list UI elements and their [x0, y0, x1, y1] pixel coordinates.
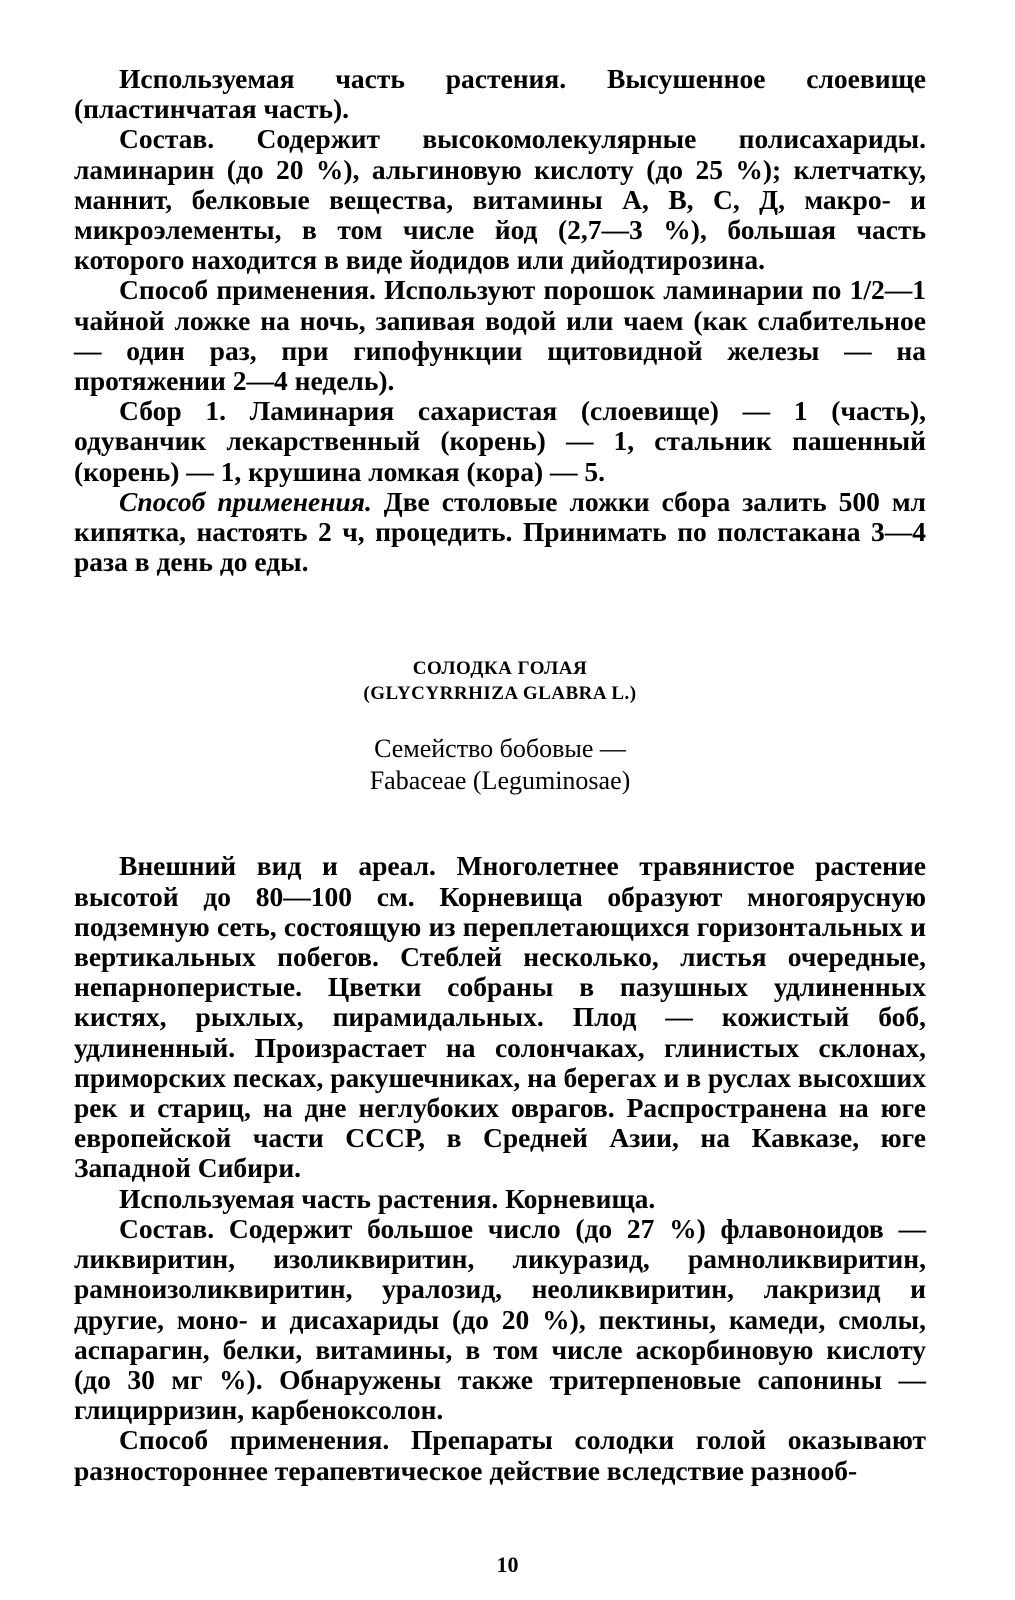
- heading-usage: Способ применения.: [119, 274, 376, 306]
- family-heading: [74, 733, 926, 797]
- text-collection: Ламинария сахаристая (слоевище) — 1 (часть), одуванчик лекарственный (корень) — 1, стальник пашенный (корень) — 1, крушина ломкая (кора) — 5.: [74, 395, 926, 487]
- paragraph-composition: [74, 124, 926, 275]
- text-appearance: Многолетнее травянистое растение высотой до 80—100 см. Корневища образуют многоярусную подземную сеть, состоящую из переплетающихся горизонтальных и вертикальных побегов. Стеблей несколько, листья очередные, непарноперистые. Цветки собраны в пазушных удлиненных кистях, рыхлых, пирамидальных. Плод — кожистый боб, удлиненный. Произрастает на солончаках, глинистых склонах, приморских песках, ракушечниках, на берегах и в руслах высохших рек и стариц, на дне неглубоких оврагов. Распространена на юге европейской части СССР, в Средней Азии, на Кавказе, юге Западной Сибири.: [74, 850, 926, 1184]
- heading-collection-usage: Способ применения.: [119, 485, 372, 517]
- page-number: 10: [496, 1552, 519, 1577]
- heading-composition-2: Состав.: [119, 1212, 215, 1244]
- section-spacer-2: [74, 797, 926, 851]
- section-title: СОЛОДКА ГОЛАЯ: [412, 658, 588, 680]
- family-line-1: Семейство бобовые —: [374, 734, 626, 764]
- text-used-part-2: Корневища.: [498, 1182, 656, 1214]
- page-content: [74, 64, 926, 1486]
- family-line-2: Fabaceae (Leguminosae): [369, 766, 631, 796]
- text-used-part: Высушенное слоевище (пластинчатая часть).: [74, 63, 926, 125]
- paragraph-usage-2: [74, 1425, 926, 1485]
- text-usage: Используют порошок ламинарии по 1/2—1 чайной ложке на ночь, запивая водой или чаем (как слабительное — один раз, при гипофункции щитовидной железы — на протяжении 2—4 недель).: [74, 274, 927, 397]
- heading-used-part-2: Используемая часть растения.: [119, 1182, 499, 1214]
- section-spacer: [74, 577, 926, 656]
- paragraph-composition-2: [74, 1214, 926, 1425]
- heading-appearance: Внешний вид и ареал.: [119, 850, 436, 882]
- paragraph-collection-usage: [74, 487, 926, 578]
- paragraph-used-part-2: [74, 1184, 926, 1214]
- heading-usage-2: Способ применения.: [119, 1424, 390, 1456]
- paragraph-collection: [74, 396, 926, 487]
- section-title-latin: (GLYCYRRHIZA GLABRA L.): [363, 683, 637, 705]
- text-composition-2: Содержит большое число (до 27 %) флавоноидов — ликвиритин, изоликвиритин, ликуразид, рамноликвиритин, рамноизоликвиритин, уралозид, неоликвиритин, лакризид и другие, моно- и дисахариды (до 20 %), пектины, камеди, смолы, аспарагин, белки, витамины, в том числе аскорбиновую кислоту (до 30 мг %). Обнаружены также тритерпеновые сапонины — глицирризин, карбеноксолон.: [74, 1212, 926, 1426]
- text-composition: Содержит высокомолекулярные полисахариды. ламинарин (до 20 %), альгиновую кислоту (до 25 %); клетчатку, маннит, белковые вещества, витамины А, В, С, Д, макро- и микроэлементы, в том числе йод (2,7—3 %), большая часть которого находится в виде йодидов или дийодтирозина.: [74, 123, 926, 276]
- text-usage-2: Препараты солодки голой оказывают разностороннее терапевтическое действие вследствие разнооб-: [74, 1424, 926, 1486]
- paragraph-appearance: [74, 851, 926, 1183]
- text-collection-usage: Две столовые ложки сбора залить 500 мл кипятка, настоять 2 ч, процедить. Принимать по полстакана 3—4 раза в день до еды.: [74, 485, 926, 578]
- paragraph-used-part: [74, 64, 926, 124]
- heading-composition: Состав.: [119, 123, 215, 155]
- paragraph-usage: [74, 275, 926, 396]
- heading-used-part: Используемая часть растения.: [119, 63, 567, 94]
- heading-collection: Сбор 1.: [119, 395, 226, 427]
